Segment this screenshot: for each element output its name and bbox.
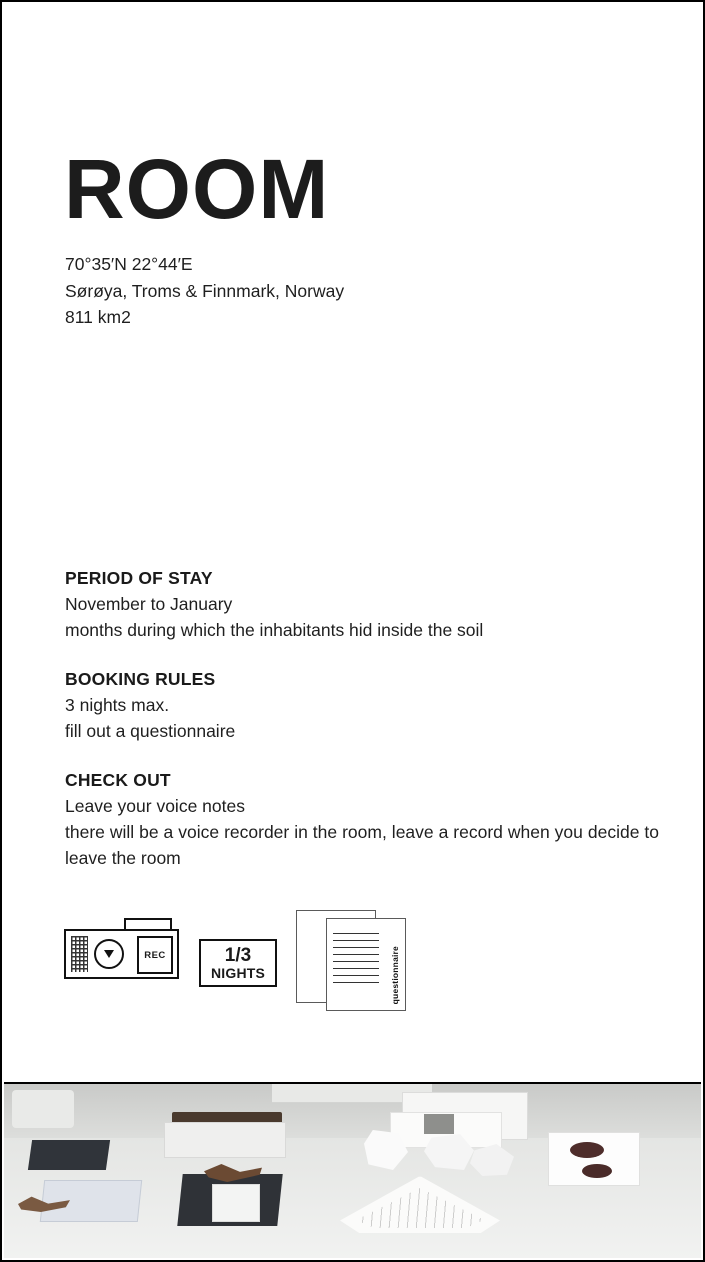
photo-sofa	[12, 1090, 74, 1128]
photo-blue-book	[40, 1180, 142, 1222]
photo-dark-blob-2	[582, 1164, 612, 1178]
section-heading: PERIOD OF STAY	[65, 568, 213, 588]
page-title: ROOM	[64, 142, 330, 237]
photo-dark-blob-1	[570, 1142, 604, 1158]
section-line: months during which the inhabitants hid inside the soil	[65, 620, 484, 640]
section-line: 3 nights max.	[65, 695, 170, 715]
paper-sheet-front-icon	[326, 918, 406, 1011]
photo-book-stack	[164, 1122, 286, 1158]
document-content	[2, 2, 703, 1084]
form-lines-icon	[333, 933, 379, 985]
area-line: 811 km2	[65, 307, 131, 327]
dial-icon	[94, 939, 124, 969]
photo-dark-mat	[28, 1140, 110, 1170]
section-line: fill out a questionnaire	[65, 721, 236, 741]
photo-small-print	[424, 1114, 454, 1134]
sections	[65, 568, 665, 871]
nights-label: NIGHTS	[210, 964, 266, 981]
section-line: November to January	[65, 594, 233, 614]
speaker-grille-icon	[71, 936, 88, 972]
questionnaire-icon	[296, 910, 406, 1010]
rec-button-icon	[137, 936, 173, 974]
questionnaire-label: questionnaire	[390, 945, 400, 1004]
section-check-out	[65, 770, 665, 871]
section-line: there will be a voice recorder in the room, leave a record when you decide to leave the room	[65, 822, 659, 868]
rec-label: REC	[144, 949, 166, 961]
photo-white-plate	[212, 1184, 260, 1222]
section-period-of-stay	[65, 568, 665, 643]
location-block	[65, 251, 344, 331]
photograph	[4, 1082, 701, 1258]
section-heading: CHECK OUT	[65, 770, 171, 790]
nights-badge	[199, 939, 277, 987]
section-booking-rules	[65, 669, 665, 744]
voice-recorder-icon	[64, 929, 179, 979]
coordinates-line: 70°35′N 22°44′E	[65, 254, 193, 274]
nights-fraction: 1/3	[224, 944, 252, 966]
section-line: Leave your voice notes	[65, 796, 245, 816]
section-heading: BOOKING RULES	[65, 669, 216, 689]
place-line: Sørøya, Troms & Finnmark, Norway	[65, 280, 345, 301]
